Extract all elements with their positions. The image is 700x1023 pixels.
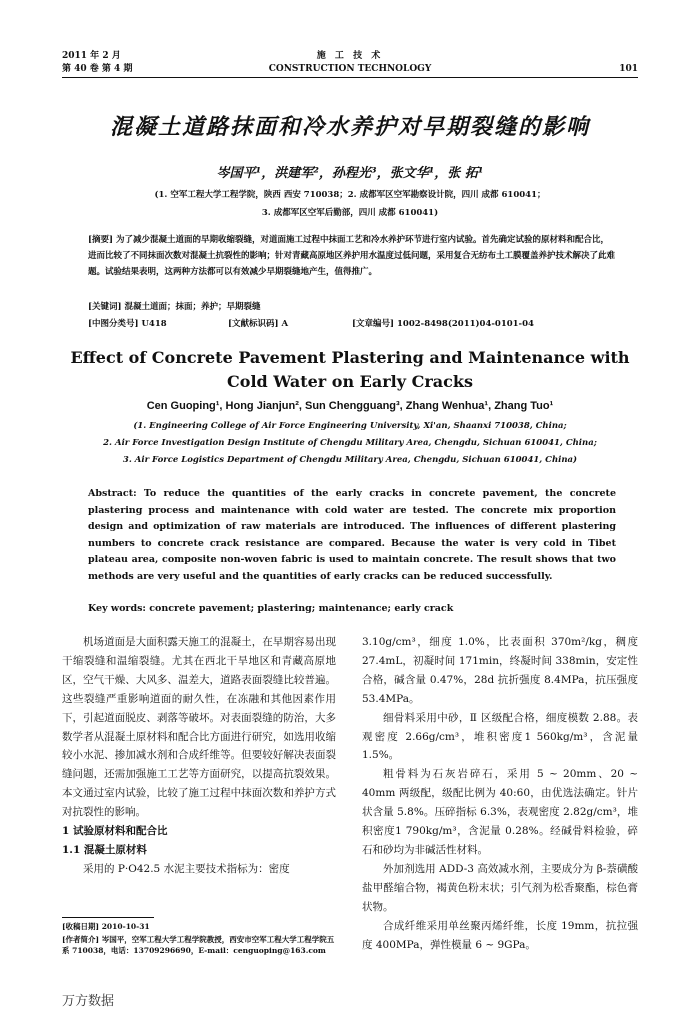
intro-paragraph: 机场道面是大面积露天施工的混凝土，在早期容易出现干缩裂缝和温缩裂缝。尤其在西北干旱地区和青藏高原地区，空气干燥、大风多、温差大，道路表面裂缝比较普遍。这些裂缝严重影响道面的耐久性，在冻融和其他因素作用下，引起道面脱皮、剥落等破坏。对表面裂缝的防治，大多数学者从混凝土原材料和配合比方面进行研究，如选用收缩较小水泥、掺加减水剂和合成纤维等。但要较好解决表面裂缝问题，还需加强施工工艺等方面研究，以提高抗裂效果。本文通过室内试验，比较了施工过程中抹面次数和养护方式对抗裂性的影响。 [62, 636, 336, 819]
article-title-en-line-2: Cold Water on Early Cracks [227, 372, 473, 391]
affiliation-en-line-3: 3. Air Force Logistics Department of Chengdu Military Area, Chengdu, Sichuan 610041, China) [122, 455, 578, 465]
page-number: 101 [619, 64, 638, 74]
abstract-cn: [摘要] 为了减少混凝土道面的早期收缩裂缝，对道面施工过程中抹面工艺和冷水养护环节进行室内试验。首先确定试验的原材料和配合比，进而比较了不同抹面次数对混凝土抗裂性的影响；针对青藏高原地区养护用水温度过低问题，采用复合无纺布土工膜覆盖养护技术解决了此难题。试验结果表明，这两种方法都可以有效减少早期裂缝地产生，值得推广。 [88, 235, 616, 277]
affiliation-en-line-1: (1. Engineering College of Air Force Engineering University, Xi'an, Shaanxi 710038, China; [133, 421, 567, 431]
article-title-en [60, 346, 640, 394]
section-1-1-heading: 1.1 混凝土原材料 [62, 843, 147, 856]
body-left-column [62, 633, 336, 879]
footnote-rule [62, 917, 154, 918]
document-code: [文献标识码] A [228, 319, 289, 329]
abstract-en: Abstract: To reduce the quantities of the early cracks in concrete pavement, the concrete plastering process and maintenance with cold water are tested. The concrete mix proportion design and optimization of raw materials are introduced. The influences of different plastering numbers to concrete crack resistance are compared. Because the water is very cold in Tibet plateau area, composite non-woven fabric is used to maintain concrete. The result shows that two methods are very useful and the quantities of early cracks can be reduced successfully. [88, 488, 616, 582]
section-1-heading: 1 试验原材料和配合比 [62, 825, 168, 838]
fiber-paragraph: 合成纤维采用单丝聚丙烯纤维，长度 19mm，抗拉强度 400MPa，弹性模量 6 ~ 9GPa。 [362, 919, 638, 951]
received-date: [收稿日期] 2010-10-31 [62, 922, 150, 931]
journal-title-en: CONSTRUCTION TECHNOLOGY [268, 64, 432, 74]
header-rule [62, 77, 638, 78]
wanfang-watermark: 万方数据 [62, 994, 115, 1009]
keywords-en: Key words: concrete pavement; plastering; maintenance; early crack [88, 603, 454, 614]
cement-paragraph: 采用的 P·O42.5 水泥主要技术指标为：密度 [83, 862, 290, 875]
affiliation-cn-line-2: 3. 成都军区空军后勤部，四川 成都 610041) [261, 208, 439, 218]
affiliation-en-line-2: 2. Air Force Investigation Design Institute of Chengdu Military Area, Chengdu, Sichuan 610041, China; [103, 438, 597, 448]
issue-date: 2011 年 2 月 [62, 51, 121, 61]
coarse-aggregate-paragraph: 粗骨料为石灰岩碎石，采用 5 ~ 20mm、20 ~ 40mm 两级配，级配比例为 40:60，由优选法确定。针片状含量 5.8%。压碎指标 6.3%，表观密度 2.82g/cm³，堆积密度1 790kg/m³，含泥量 0.28%。经碱骨料检验，碎石和砂均为非碱活性材料。 [362, 768, 638, 856]
fine-aggregate-paragraph: 细骨料采用中砂，Ⅱ 区级配合格，细度模数 2.88。表观密度 2.66g/cm³，堆积密度1 560kg/m³，含泥量 1.5%。 [362, 711, 638, 762]
authors-cn: 岑国平¹，洪建军²，孙程光³，张文华¹，张 拓¹ [216, 166, 484, 181]
body-right-column [362, 633, 638, 954]
affiliation-cn-line-1: (1. 空军工程大学工程学院，陕西 西安 710038；2. 成都军区空军勘察设计院，四川 成都 610041； [154, 190, 546, 200]
volume-issue: 第 40 卷 第 4 期 [62, 64, 133, 74]
clc-number: [中图分类号] U418 [88, 319, 167, 329]
keywords-cn: [关键词] 混凝土道面；抹面；养护；早期裂缝 [88, 302, 261, 312]
article-title-en-line-1: Effect of Concrete Pavement Plastering and Maintenance with [70, 348, 630, 367]
article-number: [文章编号] 1002-8498(2011)04-0101-04 [352, 319, 534, 329]
author-bio: [作者简介] 岑国平，空军工程大学工程学院教授，西安市空军工程大学工程学院五系 710038，电话：13709296690，E-mail：cenguoping@163.com [62, 935, 335, 955]
cement-continued: 3.10g/cm³，细度 1.0%，比表面积 370m²/kg，稠度 27.4mL，初凝时间 171min，终凝时间 338min，安定性合格，碱含量 0.47%，28d 抗折强度 8.4MPa，抗压强度 53.4MPa。 [362, 636, 638, 705]
journal-title-cn: 施 工 技 术 [316, 51, 384, 61]
authors-en: Cen Guoping¹, Hong Jianjun², Sun Chengguang³, Zhang Wenhua¹, Zhang Tuo¹ [146, 400, 554, 412]
article-title-cn: 混凝土道路抹面和冷水养护对早期裂缝的影响 [109, 114, 590, 140]
admixture-paragraph: 外加剂选用 ADD-3 高效减水剂，主要成分为 β-萘磺酸盐甲醛缩合物，褐黄色粉末状；引气剂为松香聚酯，棕色膏状物。 [362, 862, 638, 913]
